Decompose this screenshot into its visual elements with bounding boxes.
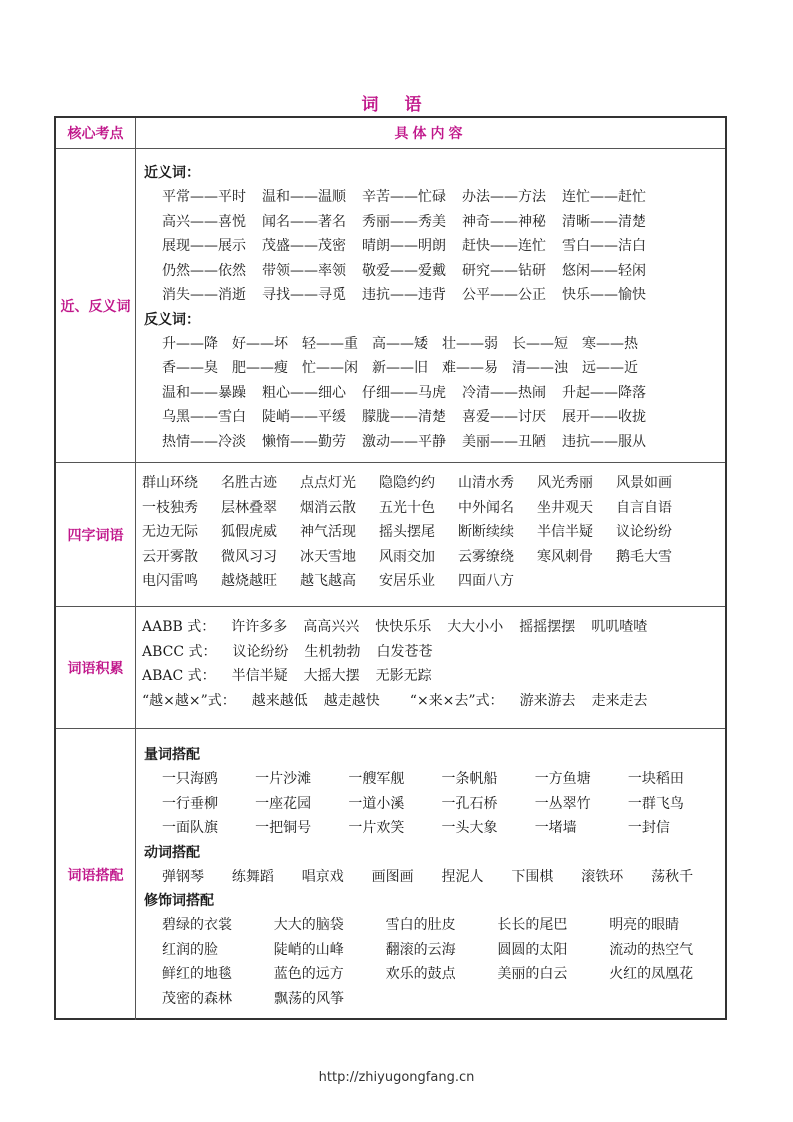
word-item: 摇头摆尾 <box>379 524 435 540</box>
synonyms-list <box>144 185 721 308</box>
word-item: 神气活现 <box>300 524 356 540</box>
measure-word-list <box>144 767 721 841</box>
word-item: 消失——消逝 <box>162 287 246 303</box>
word-item: 越烧越旺 <box>221 573 277 589</box>
word-item: 带领——率领 <box>262 262 346 279</box>
word-item: 一丛翠竹 <box>534 795 591 812</box>
word-item: 一面队旗 <box>162 820 218 836</box>
word-item: 冰天雪地 <box>300 548 356 565</box>
word-item: 狐假虎威 <box>221 524 277 540</box>
word-item: 喜爱——讨厌 <box>462 409 546 425</box>
word-item: 秀丽——秀美 <box>362 213 446 230</box>
word-item: 壮——弱 <box>442 335 498 352</box>
word-row <box>142 496 721 521</box>
word-item: 辛苦——忙碌 <box>362 189 446 205</box>
word-item: 寻找——寻觅 <box>262 287 346 303</box>
word-item: 白发苍苍 <box>376 643 433 660</box>
word-item: 无影无踪 <box>375 668 432 684</box>
word-row <box>144 938 721 963</box>
pattern-prefix: AABB 式： <box>142 619 216 635</box>
word-item: 微风习习 <box>221 548 277 565</box>
word-row <box>144 234 721 259</box>
word-row <box>144 767 721 792</box>
word-item: 一片沙滩 <box>255 771 312 787</box>
measure-word-title: 量词搭配 <box>144 747 200 763</box>
word-item: 越来越低 <box>251 692 308 709</box>
pattern-prefix: ABAC 式： <box>142 668 216 684</box>
word-row <box>144 259 721 284</box>
word-item: 美丽的白云 <box>497 966 568 982</box>
section-content-synonyms <box>144 161 721 454</box>
word-item: 冷清——热闹 <box>462 384 546 401</box>
word-item: 展现——展示 <box>162 238 246 254</box>
word-item: 长——短 <box>512 335 568 352</box>
word-item: 朦胧——清楚 <box>362 409 446 425</box>
word-item: 热情——冷淡 <box>162 433 246 450</box>
synonyms-title: 近义词： <box>144 165 200 181</box>
word-item: 四面八方 <box>458 573 514 589</box>
word-item: 美丽——丑陋 <box>462 433 546 450</box>
word-item: 温和——温顺 <box>262 189 346 205</box>
word-item: 忙——闲 <box>302 360 358 376</box>
modifier-list <box>144 913 721 1011</box>
word-item: 升——降 <box>162 335 218 352</box>
word-item: 神奇——神秘 <box>462 213 546 230</box>
word-item: 荡秋千 <box>651 868 694 885</box>
word-item: 风景如画 <box>616 475 672 491</box>
word-item: 乌黑——雪白 <box>162 409 246 425</box>
word-item: 清晰——清楚 <box>562 213 646 230</box>
word-item: 一条帆船 <box>441 771 498 787</box>
word-item: 层林叠翠 <box>221 499 277 516</box>
word-row <box>142 520 721 545</box>
word-item: 长长的尾巴 <box>497 917 568 933</box>
word-item: 一头大象 <box>441 820 498 836</box>
word-item: 一块稻田 <box>627 771 684 787</box>
word-item: 新——旧 <box>372 360 428 376</box>
word-item: 难——易 <box>442 360 498 376</box>
word-item: 风光秀丽 <box>537 475 593 491</box>
word-item: 一艘军舰 <box>348 771 405 787</box>
word-item: 越飞越高 <box>300 573 356 589</box>
section-label-four-char: 四字词语 <box>56 463 136 606</box>
section-collocations <box>56 728 725 1020</box>
word-item: 许许多多 <box>231 619 288 635</box>
pattern-prefix: “×来×去”式： <box>409 692 504 709</box>
word-item: 一堵墙 <box>534 820 577 836</box>
word-item: 一行垂柳 <box>162 795 218 812</box>
word-item: 群山环绕 <box>142 475 198 491</box>
word-item: 红润的脸 <box>162 941 218 958</box>
word-item: 寒风刺骨 <box>537 548 593 565</box>
section-synonyms-antonyms <box>56 148 725 462</box>
word-item: 懒惰——勤劳 <box>262 433 346 450</box>
word-item: 办法——方法 <box>462 189 546 205</box>
word-item: 名胜古迹 <box>221 475 277 491</box>
word-item: 赶快——连忙 <box>462 238 546 254</box>
section-label-synonyms: 近、反义词 <box>56 149 136 462</box>
word-item: 一封信 <box>627 820 670 836</box>
section-label-accumulation: 词语积累 <box>56 607 136 728</box>
word-item: 电闪雷鸣 <box>142 573 198 589</box>
word-row <box>142 471 721 496</box>
word-item: 滚铁环 <box>581 868 624 885</box>
word-item: 闻名——著名 <box>262 213 346 230</box>
word-item: 连忙——赶忙 <box>562 189 646 205</box>
word-row <box>144 283 721 308</box>
word-item: 陡峭——平缓 <box>262 409 346 425</box>
word-item: 清——浊 <box>512 360 568 376</box>
word-item: 越走越快 <box>323 692 380 709</box>
word-item: 肥——瘦 <box>232 360 288 376</box>
word-item: 仔细——马虎 <box>362 384 446 401</box>
header-content: 具体内容 <box>394 126 467 142</box>
header-topic: 核心考点 <box>56 118 136 148</box>
accumulation-row <box>142 615 721 640</box>
word-row <box>144 356 721 381</box>
word-item: 大大小小 <box>447 619 504 635</box>
word-item: 五光十色 <box>379 499 435 516</box>
word-item: 陡峭的山峰 <box>273 941 344 958</box>
word-item: 高兴——喜悦 <box>162 213 246 230</box>
modifier-title: 修饰词搭配 <box>144 893 214 909</box>
word-item: 一孔石桥 <box>441 795 498 812</box>
word-item: 一方鱼塘 <box>534 771 591 787</box>
word-item: 安居乐业 <box>379 573 435 589</box>
word-item: 风雨交加 <box>379 548 435 565</box>
four-char-list <box>142 471 721 594</box>
accumulation-list <box>142 615 721 713</box>
word-item: 明亮的眼睛 <box>609 917 680 933</box>
word-item: 一只海鸥 <box>162 771 218 787</box>
word-row <box>142 569 721 594</box>
antonyms-title: 反义词： <box>144 311 200 328</box>
word-item: 仍然——依然 <box>162 262 246 279</box>
word-item: 悠闲——轻闲 <box>562 262 646 279</box>
word-row <box>144 332 721 357</box>
word-item: 一道小溪 <box>348 795 405 812</box>
word-item: 捏泥人 <box>441 868 484 885</box>
word-item: 轻——重 <box>302 335 358 352</box>
word-item: 违抗——服从 <box>562 433 646 450</box>
verb-list <box>144 865 721 890</box>
word-item: 议论纷纷 <box>232 643 289 660</box>
section-four-char-words <box>56 462 725 606</box>
word-item: 茂密的森林 <box>162 990 232 1007</box>
word-item: 鲜红的地毯 <box>162 966 232 982</box>
word-item: 无边无际 <box>142 524 198 540</box>
word-item: 蓝色的远方 <box>273 966 344 982</box>
word-item: 激动——平静 <box>362 433 446 450</box>
word-item: 高高兴兴 <box>303 619 360 635</box>
accumulation-row <box>142 640 721 665</box>
table-header-row <box>56 118 725 148</box>
word-item: 研究——钻研 <box>462 262 546 279</box>
word-item: 议论纷纷 <box>616 524 672 540</box>
word-item: 鹅毛大雪 <box>616 548 672 565</box>
word-row <box>144 913 721 938</box>
word-item: 寒——热 <box>582 335 638 352</box>
word-row <box>144 792 721 817</box>
word-item: 唱京戏 <box>301 868 344 885</box>
word-item: 碧绿的衣裳 <box>162 917 232 933</box>
word-item: 展开——收拢 <box>562 409 646 425</box>
word-item: 圆圆的太阳 <box>497 941 568 958</box>
word-item: 翻滚的云海 <box>385 941 456 958</box>
word-item: 烟消云散 <box>300 499 356 516</box>
word-item: 游来游去 <box>519 692 576 709</box>
word-item: 温和——暴躁 <box>162 384 246 401</box>
word-row <box>144 987 721 1012</box>
word-item: 火红的凤凰花 <box>609 966 694 982</box>
verb-title: 动词搭配 <box>144 844 200 861</box>
word-item: 平常——平时 <box>162 189 246 205</box>
word-item: 一群飞鸟 <box>627 795 684 812</box>
pattern-prefix: “越×越×”式： <box>142 692 236 709</box>
word-item: 流动的热空气 <box>609 941 694 958</box>
word-item: 走来走去 <box>591 692 648 709</box>
word-row <box>144 962 721 987</box>
word-row <box>144 430 721 455</box>
word-item: 画图画 <box>371 868 414 885</box>
word-row <box>144 185 721 210</box>
word-item: 坐井观天 <box>537 499 593 516</box>
word-item: 粗心——细心 <box>262 384 346 401</box>
word-row <box>144 405 721 430</box>
word-item: 欢乐的鼓点 <box>385 966 456 982</box>
word-item: 雪白——洁白 <box>562 238 646 254</box>
word-item: 一枝独秀 <box>142 499 198 516</box>
section-content-collocations <box>144 743 721 1011</box>
word-item: 隐隐约约 <box>379 475 435 491</box>
word-item: 晴朗——明朗 <box>362 238 446 254</box>
section-label-collocations: 词语搭配 <box>56 729 136 1020</box>
word-item: 自言自语 <box>616 499 672 516</box>
page-title: 词 语 <box>361 95 432 115</box>
word-item: 升起——降落 <box>562 384 646 401</box>
word-row <box>142 545 721 570</box>
word-item: 一片欢笑 <box>348 820 405 836</box>
word-item: 一把铜号 <box>255 820 312 836</box>
word-item: 云雾缭绕 <box>458 548 514 565</box>
word-row <box>144 210 721 235</box>
word-item: 叽叽喳喳 <box>591 619 648 635</box>
word-item: 大大的脑袋 <box>273 917 344 933</box>
word-item: 半信半疑 <box>231 668 288 684</box>
word-item: 摇摇摆摆 <box>519 619 576 635</box>
word-item: 练舞蹈 <box>231 868 274 885</box>
footer-url: http://zhiyugongfang.cn <box>318 1070 475 1085</box>
word-item: 好——坏 <box>232 335 288 352</box>
word-item: 弹钢琴 <box>162 868 204 885</box>
word-item: 高——矮 <box>372 335 428 352</box>
word-item: 快乐——愉快 <box>562 287 646 303</box>
word-item: 快快乐乐 <box>375 619 432 635</box>
word-item: 云开雾散 <box>142 548 198 565</box>
antonyms-list <box>144 332 721 455</box>
word-item: 半信半疑 <box>537 524 593 540</box>
word-item: 公平——公正 <box>462 287 546 303</box>
word-item: 下围棋 <box>511 868 554 885</box>
word-item: 远——近 <box>582 360 638 376</box>
word-item: 生机勃勃 <box>304 643 361 660</box>
word-item: 一座花园 <box>255 795 312 812</box>
word-item: 敬爱——爱戴 <box>362 262 446 279</box>
accumulation-row <box>142 664 721 689</box>
word-item: 山清水秀 <box>458 475 514 491</box>
word-item: 点点灯光 <box>300 475 356 491</box>
word-item: 香——臭 <box>162 360 218 376</box>
word-item: 违抗——违背 <box>362 287 446 303</box>
word-item: 大摇大摆 <box>303 668 360 684</box>
word-item: 雪白的肚皮 <box>385 917 456 933</box>
word-item: 飘荡的风筝 <box>274 990 344 1007</box>
word-row <box>144 816 721 841</box>
word-item: 茂盛——茂密 <box>262 238 346 254</box>
word-item: 中外闻名 <box>458 499 514 516</box>
vocabulary-table <box>54 116 727 1020</box>
word-item: 断断续续 <box>458 524 514 540</box>
section-word-accumulation <box>56 606 725 728</box>
accumulation-row <box>142 689 721 714</box>
word-row <box>144 381 721 406</box>
pattern-prefix: ABCC 式： <box>142 643 217 660</box>
word-row <box>144 865 721 890</box>
